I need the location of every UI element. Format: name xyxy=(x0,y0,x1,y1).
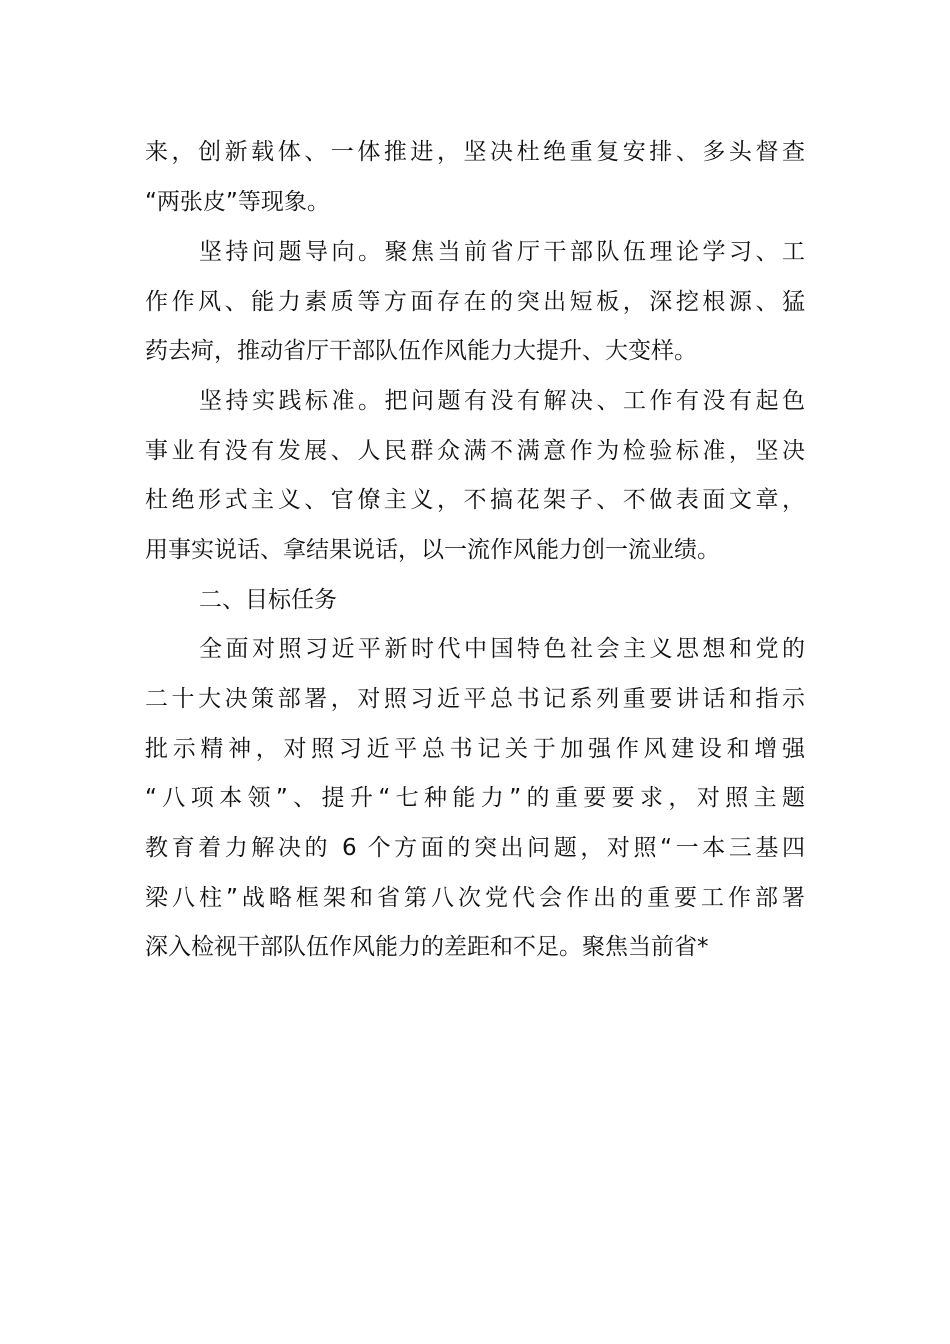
text-line: 二十大决策部署，对照习近平总书记系列重要讲话和指示 xyxy=(145,686,805,712)
paragraph-heading-problem-oriented: 坚持问题导向。聚焦当前省厅干部队伍理论学习、工 xyxy=(199,239,805,265)
text-line: 梁八柱”战略框架和省第八次党代会作出的重要工作部署 xyxy=(145,885,805,911)
text-line: 药去疴，推动省厅干部队伍作风能力大提升、大变样。 xyxy=(145,338,697,364)
section-heading: 二、目标任务 xyxy=(199,587,337,613)
text-line: 作作风、能力素质等方面存在的突出短板，深挖根源、猛 xyxy=(145,289,805,315)
text-line: 事业有没有发展、人民群众满不满意作为检验标准，坚决 xyxy=(145,438,805,464)
paragraph-heading-practice-standard: 坚持实践标准。把问题有没有解决、工作有没有起色 xyxy=(199,388,805,414)
text-line: 批示精神，对照习近平总书记关于加强作风建设和增强 xyxy=(145,736,805,762)
text-line: 杜绝形式主义、官僚主义，不搞花架子、不做表面文章， xyxy=(145,487,805,513)
text-line: 用事实说话、拿结果说话，以一流作风能力创一流业绩。 xyxy=(145,537,720,563)
text-line: 教育着力解决的 6 个方面的突出问题，对照“一本三基四 xyxy=(145,835,805,861)
text-line: 深入检视干部队伍作风能力的差距和不足。聚焦当前省* xyxy=(145,934,709,960)
text-line: 来，创新载体、一体推进，坚决杜绝重复安排、多头督查 xyxy=(145,139,805,165)
text-line: “两张皮”等现象。 xyxy=(145,189,330,215)
text-line: “八项本领”、提升“七种能力”的重要要求，对照主题 xyxy=(145,785,805,811)
text-line: 全面对照习近平新时代中国特色社会主义思想和党的 xyxy=(199,636,805,662)
